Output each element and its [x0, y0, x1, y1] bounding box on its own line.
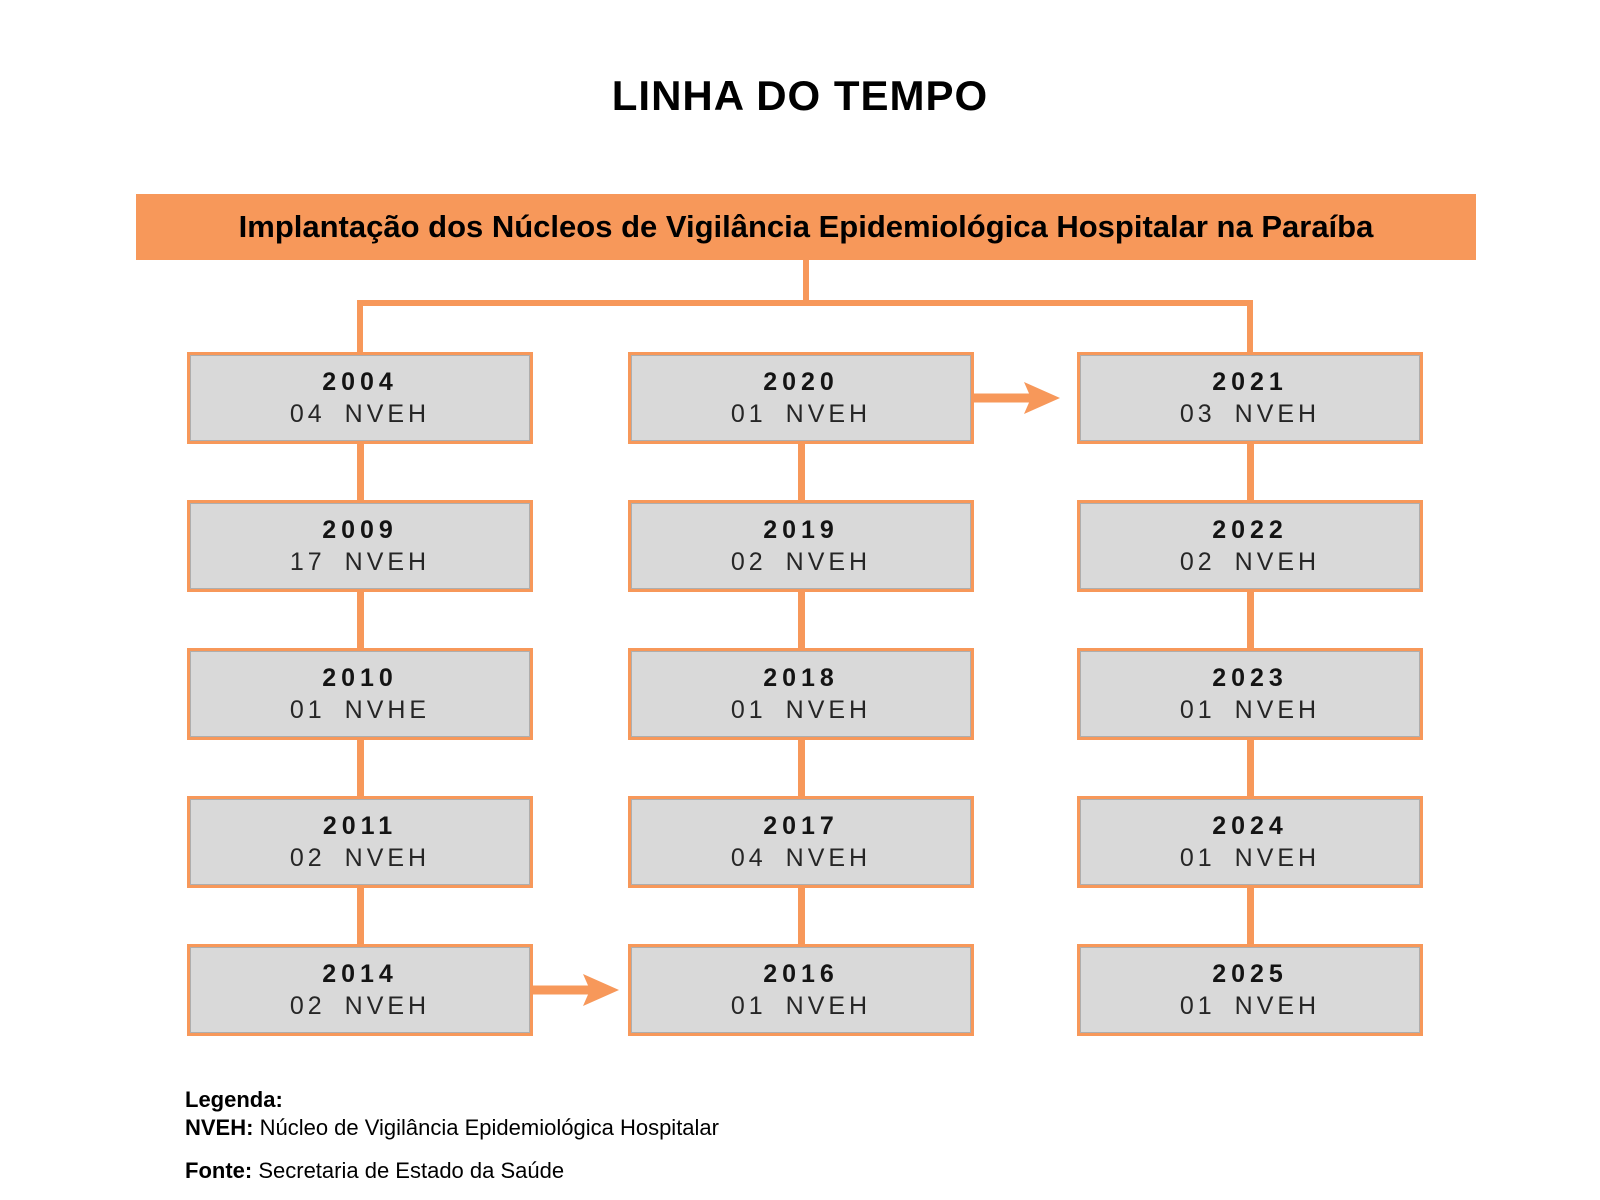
- connector-2020-2019: [798, 444, 805, 501]
- connector-2019-2018: [798, 592, 805, 649]
- box-count: 02 NVEH: [289, 843, 431, 872]
- timeline-box: [628, 796, 974, 888]
- timeline-box: [628, 944, 974, 1036]
- box-count: 01 NVEH: [1179, 843, 1321, 872]
- source-line: [185, 1158, 564, 1184]
- box-year: 2021: [1212, 367, 1288, 396]
- timeline-box: [187, 648, 533, 740]
- flow-arrow-icon: [533, 972, 625, 1008]
- connector-2011-2014: [357, 888, 364, 945]
- connector-2024-2025: [1247, 888, 1254, 945]
- box-count: 01 NVEH: [730, 695, 872, 724]
- box-count: 02 NVEH: [730, 547, 872, 576]
- box-year: 2023: [1212, 663, 1288, 692]
- box-count: 04 NVEH: [289, 399, 431, 428]
- flow-arrow-icon: [974, 380, 1066, 416]
- box-year: 2025: [1212, 959, 1288, 988]
- box-year: 2011: [322, 811, 398, 840]
- timeline-box: [187, 944, 533, 1036]
- box-count: 01 NVEH: [730, 399, 872, 428]
- timeline-box: [187, 500, 533, 592]
- connector-left-drop: [357, 300, 363, 354]
- connector-2017-2016: [798, 888, 805, 945]
- connector-2022-2023: [1247, 592, 1254, 649]
- timeline-box: [1077, 944, 1423, 1036]
- timeline-box: [187, 796, 533, 888]
- connector-right-drop: [1247, 300, 1253, 354]
- timeline-box: [187, 352, 533, 444]
- box-year: 2022: [1212, 515, 1288, 544]
- box-year: 2004: [322, 367, 398, 396]
- connector-top-horizontal: [357, 300, 1253, 306]
- connector-2021-2022: [1247, 444, 1254, 501]
- box-year: 2014: [322, 959, 398, 988]
- timeline-box: [1077, 500, 1423, 592]
- connector-2009-2010: [357, 592, 364, 649]
- connector-2018-2017: [798, 740, 805, 797]
- box-count: 03 NVEH: [1179, 399, 1321, 428]
- timeline-box: [628, 352, 974, 444]
- connector-2010-2011: [357, 740, 364, 797]
- timeline-box: [628, 500, 974, 592]
- box-count: 01 NVEH: [730, 991, 872, 1020]
- source-label: Fonte:: [185, 1158, 253, 1183]
- box-count: 17 NVEH: [289, 547, 431, 576]
- box-count: 01 NVHE: [289, 695, 431, 724]
- source-text: Secretaria de Estado da Saúde: [258, 1158, 565, 1183]
- box-year: 2009: [322, 515, 398, 544]
- box-count: 01 NVEH: [1179, 991, 1321, 1020]
- banner-title: Implantação dos Núcleos de Vigilância Epidemiológica Hospitalar na Paraíba: [238, 209, 1374, 244]
- box-year: 2019: [763, 515, 839, 544]
- box-count: 04 NVEH: [730, 843, 872, 872]
- timeline-box: [1077, 352, 1423, 444]
- timeline-box: [628, 648, 974, 740]
- page-title: LINHA DO TEMPO: [611, 72, 989, 119]
- box-year: 2016: [763, 959, 839, 988]
- box-count: 01 NVEH: [1179, 695, 1321, 724]
- legend-definition: Núcleo de Vigilância Epidemiológica Hospitalar: [259, 1115, 719, 1140]
- connector-2004-2009: [357, 444, 364, 501]
- legend: [185, 1086, 719, 1142]
- box-count: 02 NVEH: [289, 991, 431, 1020]
- timeline-box: [1077, 648, 1423, 740]
- box-year: 2018: [763, 663, 839, 692]
- timeline-box: [1077, 796, 1423, 888]
- legend-label: Legenda:: [185, 1087, 283, 1112]
- box-year: 2020: [763, 367, 839, 396]
- box-count: 02 NVEH: [1179, 547, 1321, 576]
- box-year: 2024: [1212, 811, 1288, 840]
- box-year: 2017: [763, 811, 839, 840]
- banner: [136, 194, 1476, 260]
- box-year: 2010: [322, 663, 398, 692]
- legend-term: NVEH:: [185, 1115, 254, 1140]
- connector-2023-2024: [1247, 740, 1254, 797]
